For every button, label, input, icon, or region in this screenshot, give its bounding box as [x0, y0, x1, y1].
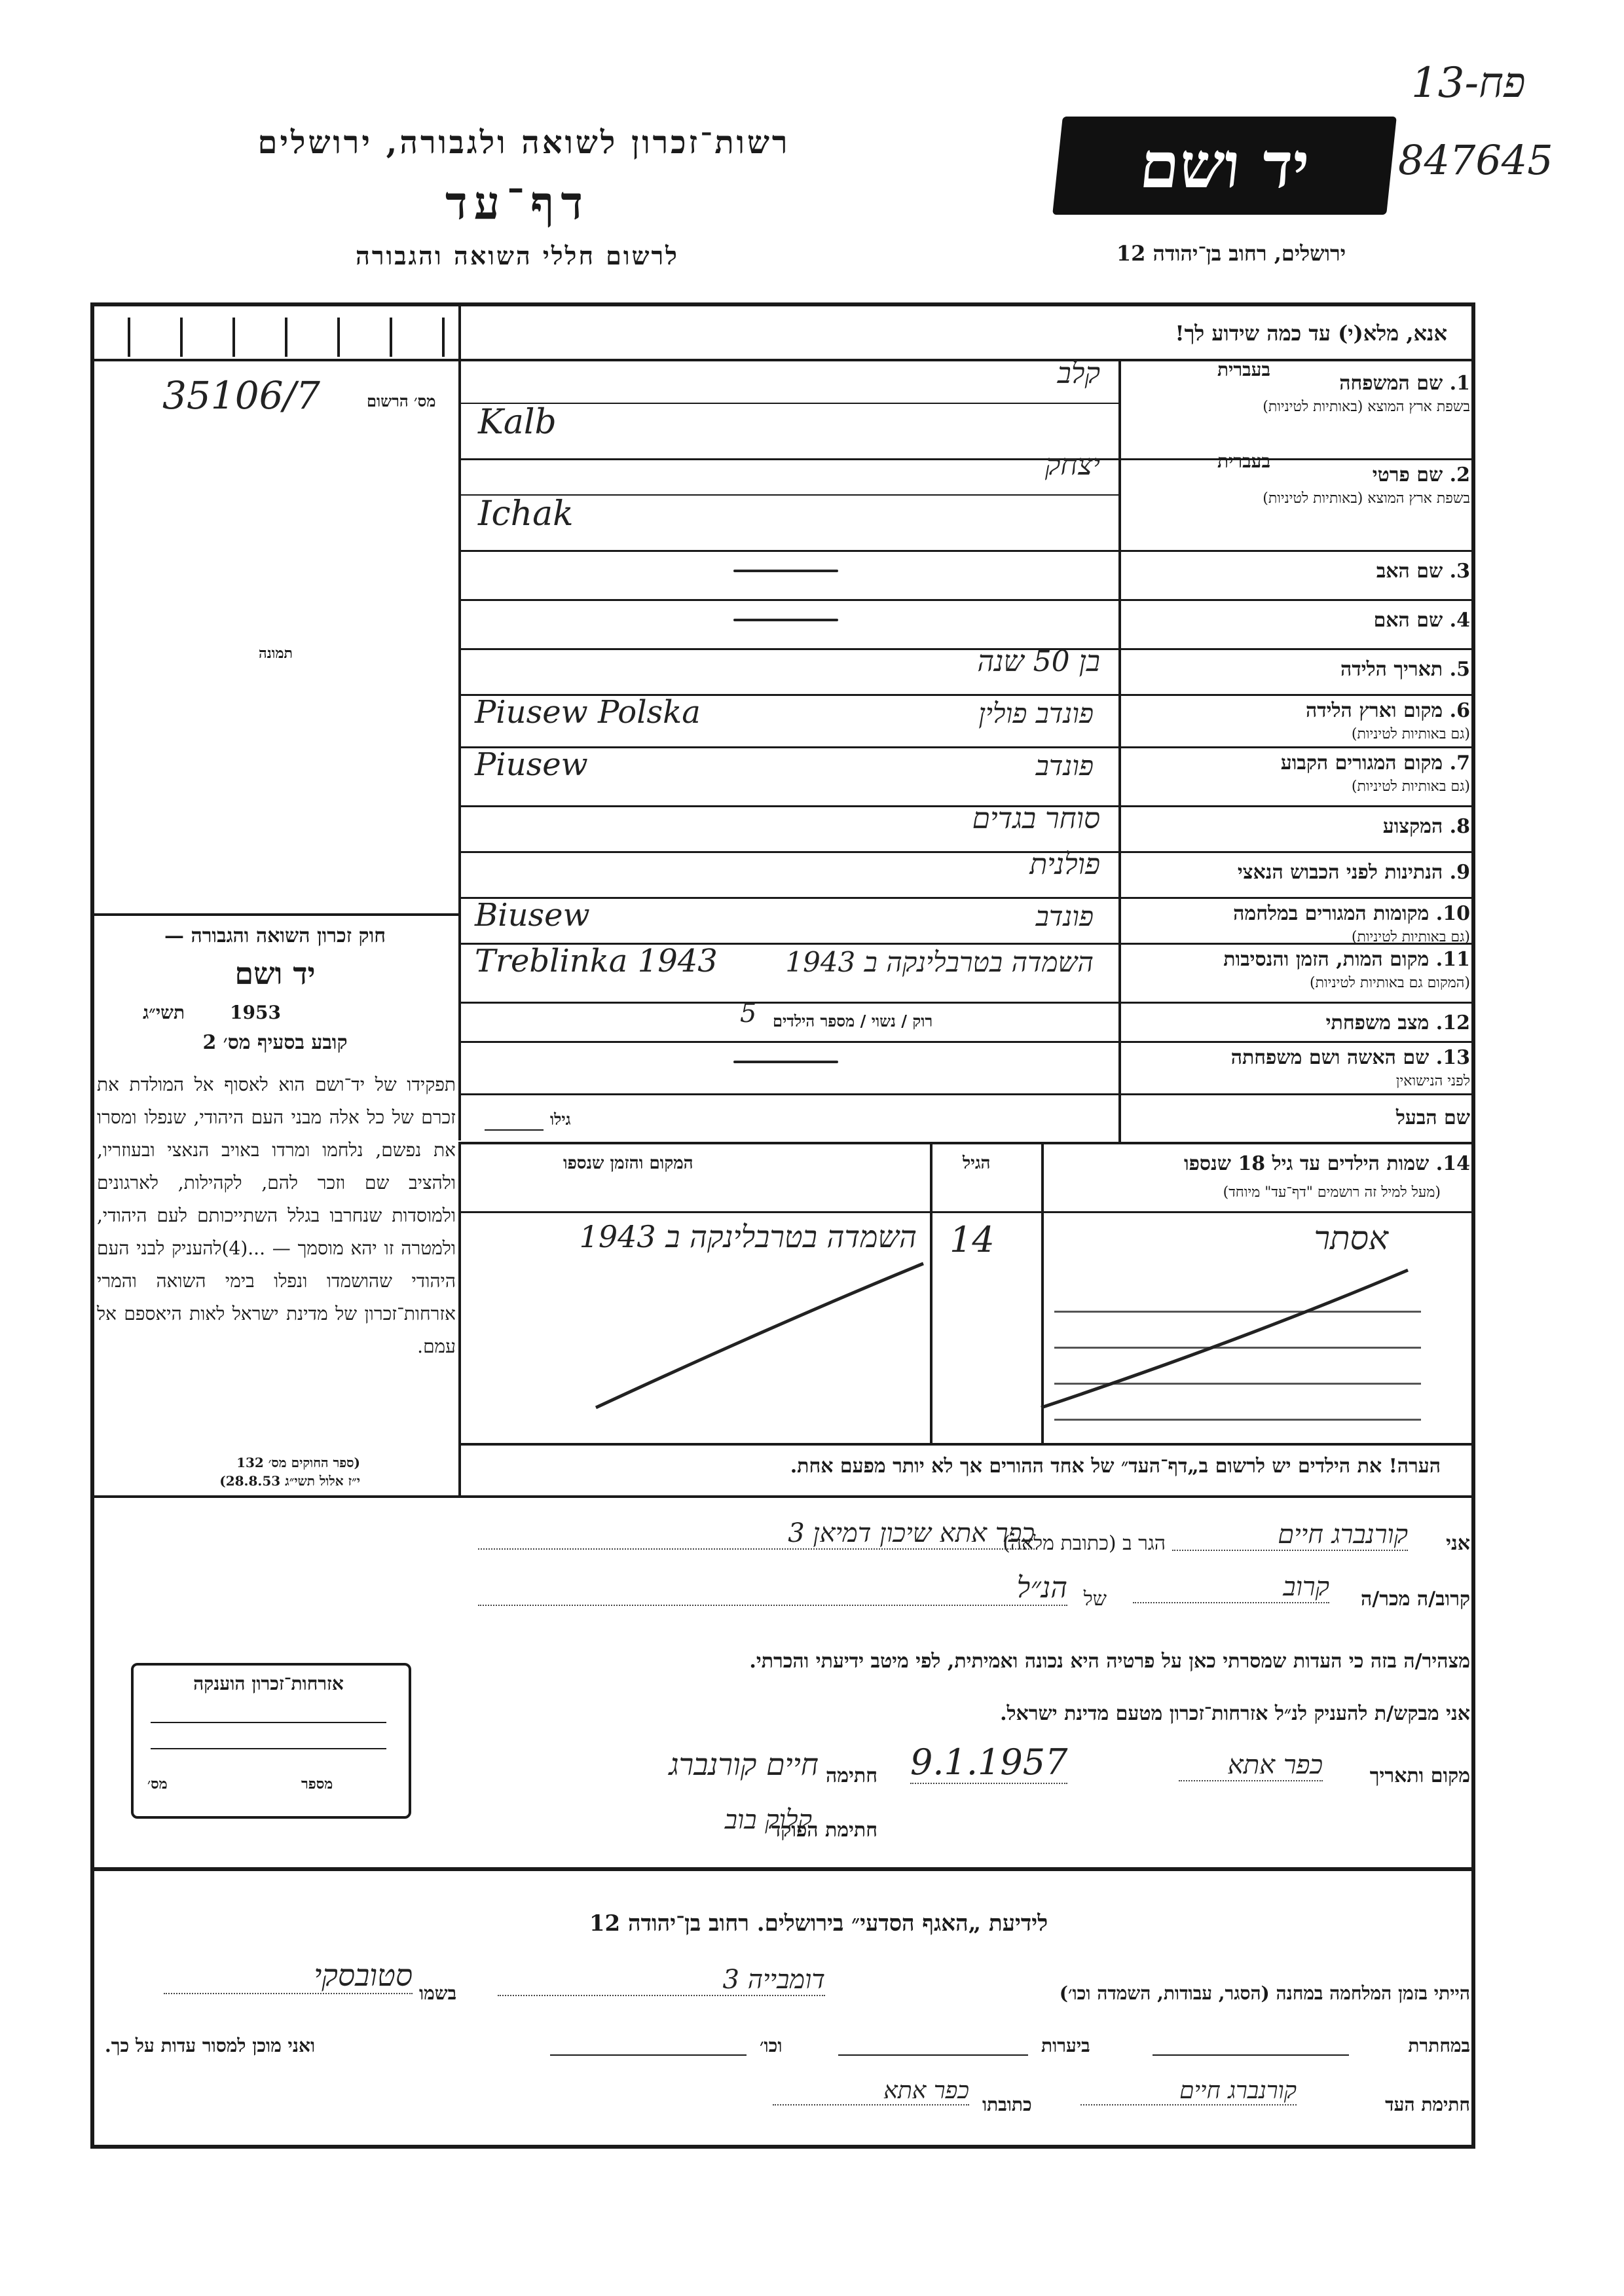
camp-value: דומבייה 3	[498, 1964, 825, 1996]
witness-signature-label: חתימת העד	[1385, 2094, 1470, 2115]
field-label-9: 9. הנתינות לפני הכבוש הנאצי	[1237, 861, 1470, 884]
field-label-5: 5. תאריך הלידה	[1340, 658, 1470, 681]
date-value: 9.1.1957	[910, 1741, 1068, 1783]
declarant-prefix: אני	[1446, 1532, 1470, 1555]
field-value-he-7: פונדב	[1035, 750, 1094, 782]
field-value-latin-7: Piusew	[475, 746, 588, 783]
children-note: (מעל למיל זה רושמים "דף־עד" מיוחד)	[1223, 1184, 1441, 1201]
sidebar-law-title: חוק זכרון השואה והגבורה —	[164, 924, 386, 947]
header-address: ירושלים, רחוב בן־יהודה 12	[1116, 241, 1346, 266]
field-value-9: פולנית	[1029, 848, 1100, 881]
relation-name: הנ״ל	[478, 1571, 1067, 1606]
left-column-divider	[458, 302, 461, 1140]
child-place: השמדה בטרבלינקה ב 1943	[579, 1219, 917, 1254]
forests-label: ביערות	[1041, 2035, 1090, 2056]
field-label-4: 4. שם האם	[1373, 609, 1470, 632]
bottom-heading: לידיעת „האגף הסדעי״ בירושלים. רחוב בן־יהודה 12	[589, 1910, 1048, 1937]
children-col-age: הגיל	[963, 1154, 991, 1173]
field-value-he-1: קלב	[1057, 357, 1100, 390]
camp-name: סטובסקי	[164, 1958, 413, 1994]
field-note-7: (גם באותיות לטיניות)	[1351, 778, 1470, 795]
place-value: כפר אתא	[1179, 1749, 1323, 1781]
child-age: 14	[950, 1219, 995, 1260]
field-value-latin-2: Ichak	[478, 494, 574, 534]
field-note-11: (המקום גם באותיות לטיניות)	[1310, 975, 1470, 991]
witness-address-label: כתובתו	[982, 2094, 1032, 2115]
declarant-name: קורנברג חיים	[1172, 1519, 1408, 1551]
officer-label: חתימת הפוקד	[771, 1819, 877, 1842]
field-label-1: 1. שם המשפחה	[1339, 372, 1470, 395]
sidebar-ref: (ספר החוקים מס׳ 132	[236, 1455, 360, 1470]
sidebar-org: יד ושם	[234, 956, 316, 991]
citizenship-no-label: מס׳	[147, 1776, 168, 1793]
declarant-address: כפר אתא שיכון דמיאן 3	[478, 1518, 1035, 1550]
marital-printed: רוק / נשוי / מספר הילדים	[773, 1011, 933, 1030]
field-label-12: 12. מצב משפחתי	[1325, 1011, 1470, 1034]
field-label-7: 7. מקום המגורים הקבוע	[1280, 752, 1470, 774]
husband-label: שם הבעל	[1395, 1106, 1470, 1129]
children-label: 14. שמות הילדים עד גיל 18 שנספו	[1183, 1152, 1470, 1175]
sidebar-year-he: תשי״ג	[142, 1002, 185, 1023]
yad-vashem-logo: יד ושם	[1052, 117, 1397, 215]
field-label-2: 2. שם פרטי	[1372, 464, 1470, 486]
corner-code: פח-13	[1411, 59, 1526, 107]
empty-dash-3	[733, 570, 838, 572]
sidebar-clause: קובע בסעיף מס׳ 2	[202, 1031, 348, 1054]
child-name: אסתר	[1314, 1219, 1388, 1257]
children-col-place: המקום והזמן שנספו	[563, 1154, 693, 1173]
intro-text: אנא, מלא(י) עד כמה שידוע לך!	[1175, 321, 1447, 346]
field-note-13: לפני הנישואין	[1395, 1073, 1470, 1089]
field-value-he-11: השמדה בטרבלינקה ב 1943	[785, 946, 1094, 978]
field-note-6: (גם באותיות לטיניות)	[1351, 726, 1470, 742]
label-column-divider	[1118, 359, 1121, 1142]
officer-signature: קלוק בוב	[724, 1805, 812, 1835]
record-number-label: מס׳ הרשום	[367, 392, 436, 410]
place-date-label: מקום ותאריך	[1369, 1764, 1470, 1787]
record-number-ticks	[128, 318, 445, 357]
field-value-5: בן 50 שנה	[977, 645, 1100, 678]
camp-name-label: בשמו	[419, 1982, 457, 2004]
field-value-he-6: פונדב פולין	[978, 697, 1094, 729]
underground-label: במחתרת	[1408, 2035, 1470, 2056]
sidebar-year: 1953	[230, 1002, 281, 1023]
hebrew-tag-1: בעברית	[1217, 359, 1270, 380]
signature-value: חיים קורנברג	[669, 1747, 819, 1782]
field-value-he-10: פונדב	[1035, 900, 1094, 932]
record-number-value: 35106/7	[162, 373, 320, 418]
children-count: 5	[740, 998, 757, 1029]
empty-dash-4	[733, 619, 838, 621]
field-label-10: 10. מקומות המגורים במלחמה	[1233, 902, 1470, 925]
field-label-11: 11. מקום המות, הזמן והנסיבות	[1223, 948, 1470, 971]
testimony-text: ואני מוכן למסור עדות על כך.	[105, 2035, 316, 2056]
sidebar-body: תפקידו של יד־ושם הוא לאסוף אל המולדת את זכרם של כל אלה מבני העם היהודי, שנפלו ומסרו את נפשם, נלחמו ומרדו באויב הנאצי ובעוזריו, ולהציב שם וזכר להם, לקהילות, לארגונים ולמוסדות שנחרבו בגלל השתייכותם לעם היהודי, ולמטרה זו יהא מוסמך — ...(4)להעניק לבני העם היהודי שהושמדו ונפלו בימי השואה והמרי אזרחות־זכרון של מדינת ישראל לאות היאספם אל עמם.	[97, 1074, 456, 1357]
field-note-10: (גם באותיות לטיניות)	[1351, 929, 1470, 945]
form-subtitle: לרשום חללי השואה והגבורה	[356, 241, 679, 270]
form-title: דף־עד	[445, 175, 589, 230]
field-label-6: 6. מקום וארץ הלידה	[1305, 699, 1470, 722]
citizenship-number-label: מספר	[301, 1776, 333, 1793]
note-line: הערה! את הילדים יש לרשום ב„דף־העד״ של אחד ההורים אך לא יותר מפעם אחת.	[790, 1455, 1441, 1478]
authority-title: רשות־זכרון לשואה ולגבורה, ירושלים	[257, 124, 790, 161]
relation-value: קרוב	[1133, 1571, 1329, 1603]
field-label-8: 8. המקצוע	[1382, 815, 1470, 838]
field-value-latin-1: Kalb	[478, 403, 557, 442]
field-value-latin-11: Treblinka 1943	[475, 943, 718, 979]
etc-label: וכו׳	[760, 2035, 783, 2056]
field-value-8: סוחר בגדים	[972, 802, 1100, 835]
field-note-2: בשפת ארץ המוצא (באותיות לטיניות)	[1263, 490, 1470, 507]
hebrew-tag-2: בעברית	[1217, 450, 1270, 472]
relation-prefix: קרוב/ה מכר/ה	[1361, 1588, 1470, 1611]
husband-age-label: גילו	[550, 1110, 571, 1129]
witness-address: כפר אתא	[773, 2077, 969, 2105]
relation-of: של	[1083, 1588, 1107, 1611]
citizenship-title: אזרחות־זכרון הוענקה	[193, 1673, 344, 1694]
field-value-latin-6: Piusew Polska	[475, 694, 701, 731]
declare-text: מצהיר/ה בזה כי העדות שמסרתי כאן על פרטיה היא נכונה ואמיתית, לפי מיטב ידיעתי והכרתי.	[749, 1650, 1470, 1673]
corner-number: 847645	[1398, 136, 1553, 184]
children-strike	[583, 1244, 1414, 1427]
empty-dash-13	[733, 1061, 838, 1063]
field-label-13: 13. שם האשה ושם משפחתה	[1230, 1046, 1470, 1069]
field-value-he-2: יצחק	[1044, 448, 1100, 482]
camp-label: הייתי בזמן המלחמה במחנה (הסגר, עבודות, השמדה וכו׳)	[1059, 1982, 1470, 2004]
field-note-1: בשפת ארץ המוצא (באותיות לטיניות)	[1263, 399, 1470, 415]
request-text: אני מבקש/ת להעניק לנ״ל אזרחות־זכרון מטעם מדינת ישראל.	[1000, 1702, 1470, 1725]
field-value-latin-10: Biusew	[475, 897, 590, 934]
field-label-3: 3. שם האב	[1376, 560, 1470, 583]
signature-label: חתימה	[826, 1764, 877, 1787]
declarant-mid: הגר ב (כתובת מלאה)	[1003, 1532, 1166, 1555]
photo-label: תמונה	[259, 645, 293, 662]
sidebar-ref2: י״ז אלול תשי״ג 28.8.53)	[219, 1473, 360, 1489]
witness-signature: קורנברג חיים	[1080, 2077, 1297, 2105]
